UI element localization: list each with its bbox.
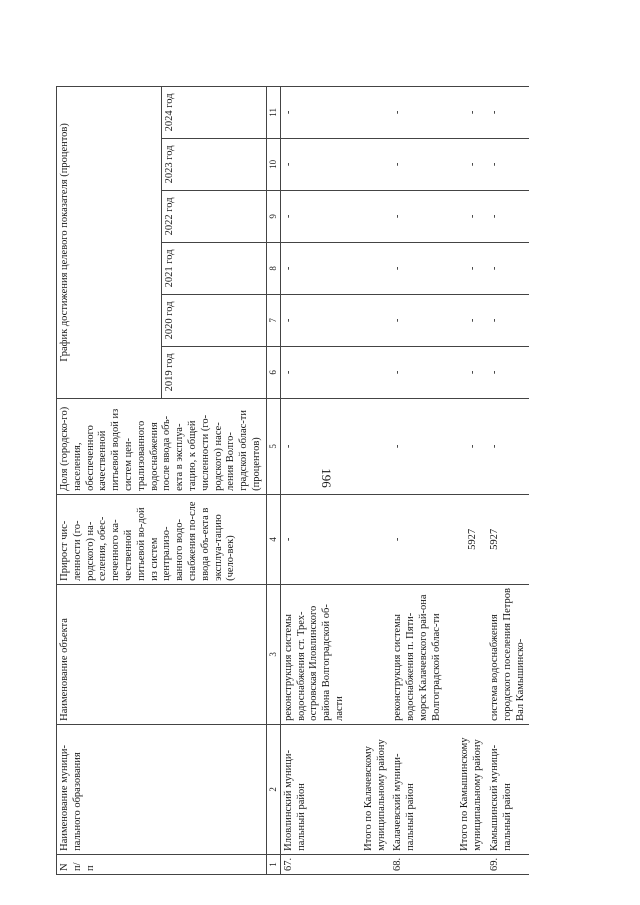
table-row	[280, 86, 348, 874]
row-year-value: -	[280, 138, 348, 190]
row-number: 68.	[390, 854, 445, 874]
row-year-value: -	[445, 346, 487, 398]
table-row	[445, 86, 487, 874]
row-year-value: -	[487, 242, 529, 294]
column-number: 11	[266, 86, 280, 138]
row-year-value: -	[445, 86, 487, 138]
row-growth: 5927	[487, 494, 529, 584]
row-object: система водоснабжения городского поселения Петров Вал Камышинско-	[487, 584, 529, 724]
row-year-value: -	[390, 346, 445, 398]
row-year-value: -	[280, 86, 348, 138]
column-number-row	[266, 86, 280, 874]
row-year-value: -	[487, 294, 529, 346]
row-year-value	[349, 294, 391, 346]
row-object	[349, 584, 391, 724]
table-row	[349, 86, 391, 874]
column-number: 9	[266, 190, 280, 242]
row-municipality: Итого по Калачевскому муниципальному району	[349, 724, 391, 854]
row-year-value: -	[390, 86, 445, 138]
row-year-value: -	[445, 242, 487, 294]
row-year-value	[349, 190, 391, 242]
row-year-value: -	[390, 190, 445, 242]
row-year-value: -	[280, 242, 348, 294]
row-growth: -	[390, 494, 445, 584]
row-year-value: -	[280, 294, 348, 346]
row-share: -	[280, 398, 348, 494]
row-number	[349, 854, 391, 874]
header-year: 2019 год	[161, 346, 266, 398]
row-year-value	[349, 346, 391, 398]
row-year-value: -	[487, 190, 529, 242]
header-year: 2021 год	[161, 242, 266, 294]
row-municipality: Калачевский муници-пальный район	[390, 724, 445, 854]
column-number: 6	[266, 346, 280, 398]
header-population-growth: Прирост чис-ленности (го-родского) на-селения, обес-печенного ка-чественной питьевой во-дой из систем централизо-ванного водо-снабжения по-сле ввода объ-екта в эксплуа-тацию (чело-век)	[57, 494, 267, 584]
header-object: Наименование объекта	[57, 584, 267, 724]
header-schedule: График достижения целевого показателя (процентов)	[57, 86, 162, 398]
row-number	[445, 854, 487, 874]
row-municipality: Камышинский муници-пальный район	[487, 724, 529, 854]
header-row	[57, 86, 162, 874]
row-year-value: -	[280, 346, 348, 398]
row-object	[445, 584, 487, 724]
row-year-value: -	[390, 138, 445, 190]
row-municipality: Иловлинский муници-пальный район	[280, 724, 348, 854]
row-share: -	[390, 398, 445, 494]
row-year-value	[349, 242, 391, 294]
header-year: 2023 год	[161, 138, 266, 190]
row-share	[349, 398, 391, 494]
column-number: 5	[266, 398, 280, 494]
row-year-value: -	[390, 294, 445, 346]
column-number: 7	[266, 294, 280, 346]
row-year-value	[349, 86, 391, 138]
header-year: 2022 год	[161, 190, 266, 242]
table-row	[390, 86, 445, 874]
row-share: -	[445, 398, 487, 494]
table-row	[487, 86, 529, 874]
row-growth: -	[280, 494, 348, 584]
header-number: N п/п	[57, 854, 267, 874]
row-growth	[349, 494, 391, 584]
row-growth: 5927	[445, 494, 487, 584]
row-year-value: -	[445, 138, 487, 190]
row-number: 69.	[487, 854, 529, 874]
row-year-value: -	[280, 190, 348, 242]
column-number: 8	[266, 242, 280, 294]
row-year-value: -	[487, 138, 529, 190]
target-indicator-table	[56, 86, 529, 875]
header-year: 2024 год	[161, 86, 266, 138]
page-number: 196	[318, 468, 334, 488]
column-number: 3	[266, 584, 280, 724]
row-number: 67.	[280, 854, 348, 874]
row-municipality: Итого по Камышинскому муниципальному району	[445, 724, 487, 854]
header-population-share: Доля (городско-го) населения, обеспеченного качественной питьевой водой из систем цен-трализованного водоснабжения после ввода объ-екта в эксплуа-тацию, к общей численности (го-родского) насе-ления Волго-градской облас-ти (процентов)	[57, 398, 267, 494]
header-year: 2020 год	[161, 294, 266, 346]
row-object: реконструкция системы водоснабжения ст. Трех-островская Иловлинского района Волгоградской об-ласти	[280, 584, 348, 724]
row-year-value: -	[445, 190, 487, 242]
row-year-value: -	[445, 294, 487, 346]
row-year-value: -	[487, 86, 529, 138]
column-number: 10	[266, 138, 280, 190]
column-number: 2	[266, 724, 280, 854]
row-year-value: -	[487, 346, 529, 398]
column-number: 1	[266, 854, 280, 874]
row-year-value	[349, 138, 391, 190]
header-municipality: Наименование муници-пального образования	[57, 724, 267, 854]
row-share: -	[487, 398, 529, 494]
column-number: 4	[266, 494, 280, 584]
row-year-value: -	[390, 242, 445, 294]
row-object: реконструкция системы водоснабжения п. Пяти-морск Калачевского рай-она Волгоградской облас-ти	[390, 584, 445, 724]
